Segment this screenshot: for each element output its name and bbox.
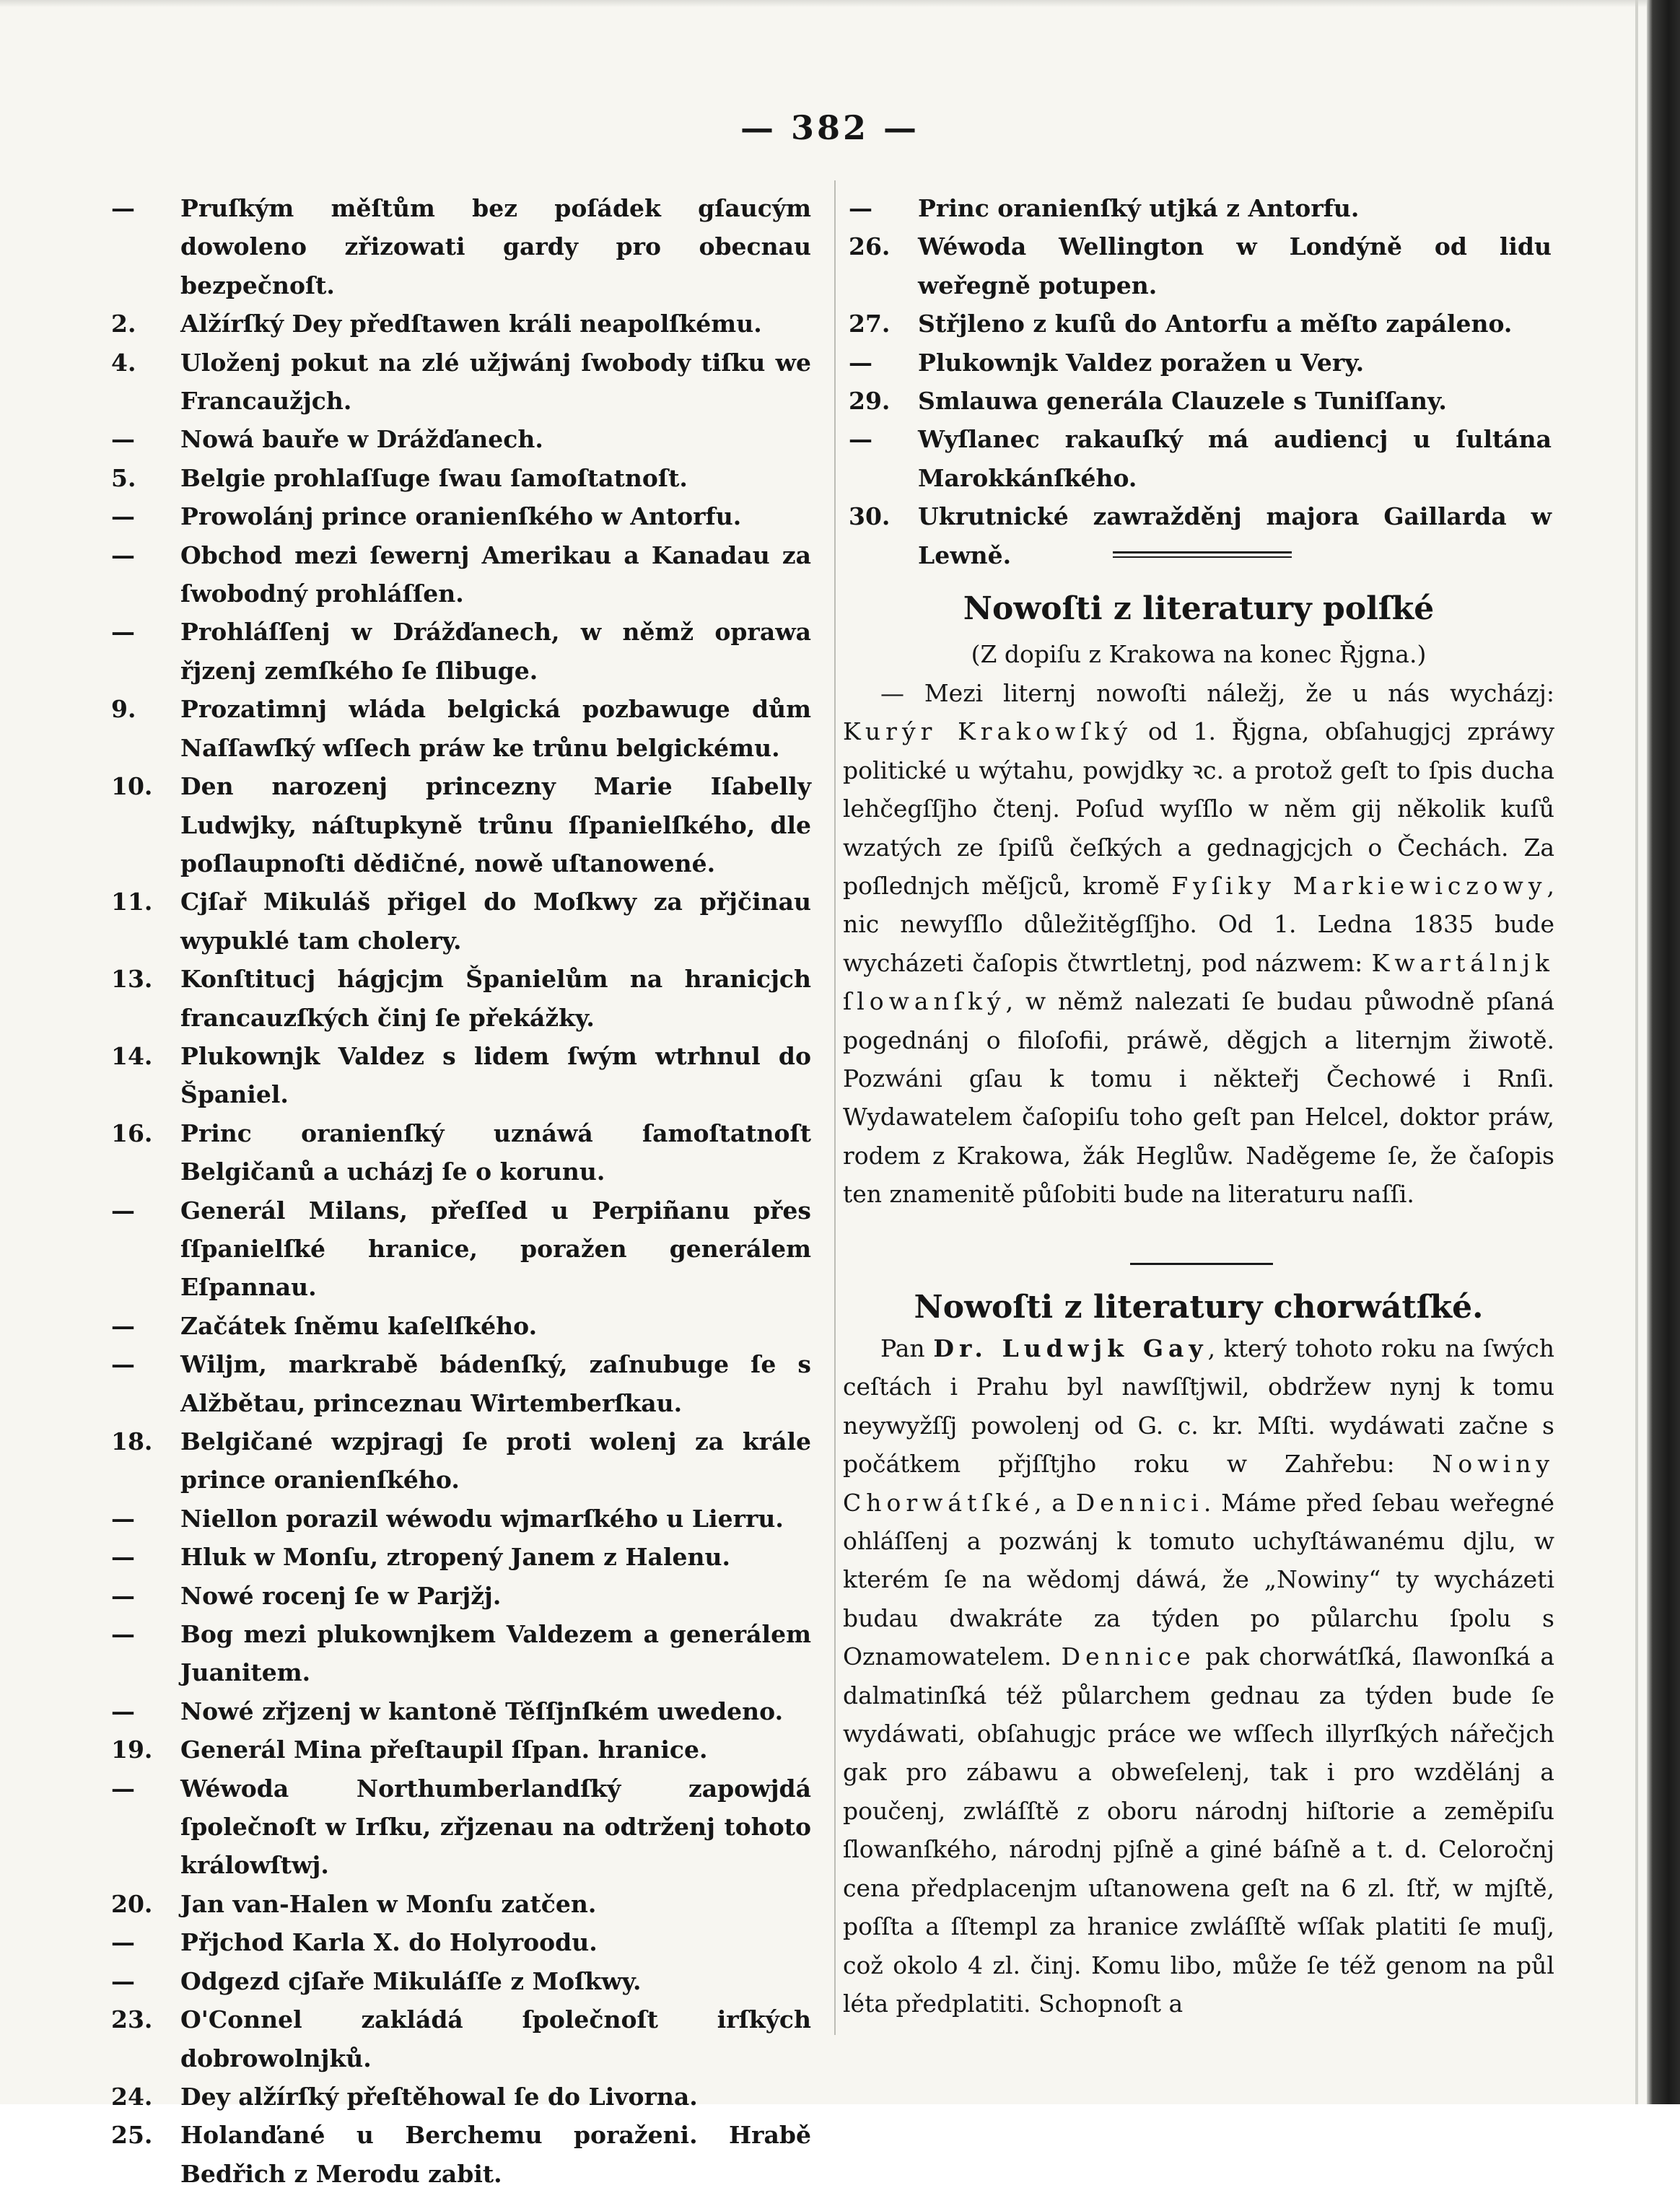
chronology-entry <box>100 1422 811 1500</box>
entry-text: Prohláſſenj w Drážďanech, w němž oprawa řjzenj zemſkého ſe ſlibuge. <box>180 618 811 685</box>
chronology-entry <box>100 883 811 960</box>
entry-date: — <box>111 618 135 647</box>
entry-text: Princ oranienſký uznáwá ſamoſtatnoſt Belgičanů a ucházj ſe o korunu. <box>180 1119 811 1186</box>
chronology-entry <box>100 1500 811 1538</box>
entry-text: Generál Milans, přeſſed u Perpiñanu přes ſſpanielſké hranice, poražen generálem Eſpannau. <box>180 1196 811 1302</box>
chronology-entry <box>100 2000 811 2078</box>
chronology-entry <box>100 1037 811 1114</box>
editor-name: Dr. Ludwjk Gay <box>933 1334 1208 1362</box>
newspaper-title-nowiny: Nowiny Chorwátſké <box>843 1450 1554 1517</box>
polish-news-heading: Nowoſti z literatury polſké <box>963 590 1435 627</box>
newspaper-title-dennice: Dennice <box>1061 1642 1196 1671</box>
entry-date: 14. <box>111 1041 153 1070</box>
chronology-entry <box>100 1307 811 1345</box>
entry-text: O'Connel zakládá ſpolečnoſt irſkých dobrowolnjků. <box>180 2005 811 2072</box>
entry-text: Hluk w Monſu, ztropený Janem z Halenu. <box>180 1543 730 1572</box>
entry-date: — <box>111 1697 135 1725</box>
entry-date: 27. <box>849 310 891 338</box>
chronology-entry <box>100 2078 811 2116</box>
chronology-entry <box>100 343 811 421</box>
polish-text-1: — Mezi liternj nowoſti náležj, že u nás wycházj: <box>880 679 1554 707</box>
entry-text: Konſtitucj hágjcjm Španielům na hranicjch francauzſkých činj ſe překážky. <box>180 965 811 1032</box>
polish-news-subheading: (Z dopiſu z Krakowa na konec Řjgna.) <box>971 640 1427 668</box>
chronology-entry <box>100 536 811 613</box>
entry-date: — <box>111 1504 135 1533</box>
chronology-entry <box>100 305 811 343</box>
chronology-right-column <box>837 189 1552 574</box>
chronology-left-column <box>100 189 811 2193</box>
croatian-text-5: pak chorwátſká, ſlawonſká a dalmatinſká též půlarchem gednau za týden bude ſe wydáwati, obſahugjc práce we wſſech illyrſkých nářečjch gak pro zábawu a obweſelenj, tak i pro wzdělánj a poučenj, zwláſſtě z oboru národnj hiſtorie a zeměpiſu ſlowanſkého, národnj pjſně a giné báſně a t. d. Celoročnj cena předplacenjm uſtanowena geſt na 6 zl. ſtř, w mjſtě, poſſta a ſſtempl za hranice zwláſſtě wſſak platiti ſe muſj, což okolo 4 zl. činj. Komu libo, může ſe též genom na půl léta předplatiti. Schopnoſt a <box>843 1642 1554 2018</box>
entry-date: — <box>111 1311 135 1340</box>
newspaper-title-dennici: Dennici <box>1075 1488 1204 1517</box>
entry-text: Wyſlanec rakauſký má audiencj u ſultána Marokkánſkého. <box>918 425 1552 492</box>
chronology-entry <box>100 2116 811 2193</box>
chronology-entry <box>100 497 811 535</box>
book-spine <box>1647 0 1680 2104</box>
entry-date: — <box>849 425 872 454</box>
chronology-entry <box>100 1730 811 1769</box>
entry-date: 23. <box>111 2005 153 2034</box>
entry-date: 29. <box>849 387 891 416</box>
chronology-entry <box>100 1114 811 1191</box>
entry-text: Princ oranienſký utjká z Antorfu. <box>918 194 1360 222</box>
chronology-entry <box>837 227 1552 305</box>
entry-date: 25. <box>111 2121 153 2150</box>
entry-text: Belgie prohlaſſuge ſwau ſamoſtatnoſt. <box>180 463 688 492</box>
chronology-entry <box>100 613 811 690</box>
entry-text: Střjleno z kuſů do Antorfu a měſto zapáleno. <box>918 310 1513 338</box>
journal-title-kwartalnjk: Kwartálnjk ſlowanſký <box>843 948 1554 1016</box>
entry-date: 30. <box>849 502 891 531</box>
binding-line <box>1635 0 1638 2104</box>
entry-text: Dey alžírſký přeſtěhowal ſe do Livorna. <box>180 2082 698 2111</box>
polish-news-article <box>843 674 1554 1214</box>
chronology-entry <box>100 1962 811 2000</box>
entry-date: — <box>849 348 872 377</box>
entry-text: Niellon porazil wéwodu wjmarſkého u Lierru. <box>180 1504 784 1533</box>
entry-date: 10. <box>111 772 153 801</box>
section-divider <box>1113 551 1292 558</box>
entry-date: — <box>111 1350 135 1379</box>
entry-text: Prowolánj prince oranienſkého w Antorfu. <box>180 502 742 531</box>
entry-text: Pruſkým měſtům bez poſádek gſaucým dowoleno zřizowati gardy pro obecnau bezpečnoſt. <box>180 194 811 299</box>
entry-date: 19. <box>111 1735 153 1764</box>
entry-date: — <box>111 1774 135 1803</box>
entry-date: 13. <box>111 965 153 994</box>
page-top-edge <box>0 0 1680 7</box>
entry-date: 5. <box>111 463 136 492</box>
entry-date: — <box>111 1620 135 1649</box>
chronology-entry <box>100 1692 811 1730</box>
entry-date: 26. <box>849 232 891 261</box>
croatian-news-heading: Nowoſti z literatury chorwátſké. <box>914 1289 1484 1326</box>
chronology-entry <box>100 767 811 883</box>
chronology-entry <box>100 459 811 497</box>
entry-date: — <box>111 1543 135 1572</box>
chronology-entry <box>837 497 1552 574</box>
entry-text: Generál Mina přeſtaupil ſſpan. hranice. <box>180 1735 708 1764</box>
chronology-entry <box>100 1923 811 1961</box>
entry-date: — <box>849 194 872 222</box>
chronology-entry <box>100 1191 811 1307</box>
entry-text: Plukownjk Valdez poražen u Very. <box>918 348 1365 377</box>
entry-date: 9. <box>111 695 136 724</box>
entry-text: Wéwoda Northumberlandſký zapowjdá ſpolečnoſt w Irſku, zřjzenau na odtrženj tohoto králowſtwj. <box>180 1774 811 1880</box>
entry-text: Obchod mezi ſewernj Amerikau a Kanadau za ſwobodný prohláſſen. <box>180 540 811 608</box>
entry-text: Den narozenj princezny Marie Iſabelly Ludwjky, náſtupkyně trůnu ſſpanielſkého, dle poſlaupnoſti dědičné, nowě uſtanowené. <box>180 772 811 877</box>
entry-date: 2. <box>111 310 136 338</box>
column-rule <box>834 180 836 2035</box>
entry-date: — <box>111 1581 135 1610</box>
entry-text: Cjſař Mikuláš přigel do Moſkwy za přjčinau wypuklé tam cholery. <box>180 888 811 955</box>
chronology-entry <box>100 1577 811 1615</box>
entry-date: — <box>111 425 135 454</box>
chronology-entry <box>837 382 1552 420</box>
entry-text: Přjchod Karla X. do Holyroodu. <box>180 1928 598 1957</box>
entry-text: Smlauwa generála Clauzele s Tuniſſany. <box>918 387 1447 416</box>
section-divider <box>1130 1263 1273 1265</box>
polish-text-3: , nic newyſſlo důležitěgſſjho. Od 1. Ledna 1835 bude wycházeti čaſopis čtwrtletnj, pod názwem: <box>843 872 1554 977</box>
entry-date: — <box>111 502 135 531</box>
chronology-entry <box>837 305 1552 343</box>
croatian-text-4: . Máme před ſebau weřegné ohláſſenj a pozwánj k tomuto uchyſtáwanému djlu, w kterém ſe na wědomj dáwá, že „Nowiny“ ty wycházeti budau dwakráte za týden po půlarchu ſpolu s Oznamowatelem. <box>843 1488 1554 1671</box>
entry-date: — <box>111 1196 135 1225</box>
entry-date: — <box>111 194 135 222</box>
entry-text: Jan van-Halen w Monſu zatčen. <box>180 1889 597 1918</box>
entry-text: Začátek ſněmu kaſelſkého. <box>180 1311 538 1340</box>
polish-text-2: od 1. Řjgna, obſahugjcj zpráwy politické u wýtahu, powjdky ꝛc. a protož geſt to ſpis ducha lehčegſſjho čtenj. Poſud wyſſlo w něm gij několik kuſů wzatých ze ſpiſů čeſkých a gednagjcjch o Čechách. Za poſlednjch měſjců, kromě <box>843 717 1554 901</box>
chronology-entry <box>100 420 811 458</box>
chronology-entry <box>100 1538 811 1576</box>
entry-text: Holanďané u Berchemu poraženi. Hrabě Bedřich z Merodu zabit. <box>180 2121 811 2188</box>
entry-text: Plukownjk Valdez s lidem ſwým wtrhnul do Španiel. <box>180 1041 811 1109</box>
chronology-entry <box>100 1885 811 1923</box>
entry-date: 11. <box>111 888 153 916</box>
entry-date: 16. <box>111 1119 153 1147</box>
chronology-entry <box>100 960 811 1037</box>
entry-text: Nowé rocenj ſe w Parjžj. <box>180 1581 502 1610</box>
croatian-news-article <box>843 1329 1554 2023</box>
croatian-text-3: , a <box>1034 1488 1076 1517</box>
entry-text: Alžírſký Dey předſtawen králi neapolſkému. <box>180 310 762 338</box>
entry-date: 24. <box>111 2082 153 2111</box>
entry-date: — <box>111 1928 135 1957</box>
chronology-entry <box>100 1615 811 1692</box>
chronology-entry <box>100 1345 811 1422</box>
chronology-entry <box>837 343 1552 382</box>
entry-text: Prozatimnj wláda belgická pozbawuge dům Naſſawſký wſſech práw ke trůnu belgickému. <box>180 695 811 762</box>
page-number: — 382 — <box>740 108 920 147</box>
book-title-fysika: Fyſiky Markiewiczowy <box>1171 872 1547 901</box>
entry-text: Bog mezi plukownjkem Valdezem a generálem Juanitem. <box>180 1620 811 1687</box>
chronology-entry <box>100 690 811 767</box>
croatian-text-2: , který tohoto roku na ſwých ceſtách i Prahu byl nawſſtjwil, obdržew nynj k tomu neywyžſſj powolenj od G. c. kr. Mſti. wydáwati začne s počátkem přjſſtjho roku w Zahřebu: <box>843 1334 1554 1479</box>
entry-text: Uloženj pokut na zlé užjwánj ſwobody tiſku we Francaužjch. <box>180 348 811 416</box>
entry-text: Wéwoda Wellington w Londýně od lidu weřegně potupen. <box>918 232 1552 299</box>
entry-text: Ukrutnické zawražděnj majora Gaillarda w Lewně. <box>918 502 1552 569</box>
chronology-entry <box>837 420 1552 497</box>
chronology-entry <box>837 189 1552 227</box>
newspaper-title-kuryr: Kurýr Krakowſký <box>843 717 1133 746</box>
entry-date: 18. <box>111 1427 153 1456</box>
entry-date: — <box>111 540 135 569</box>
entry-text: Odgezd cjſaře Mikuláſſe z Moſkwy. <box>180 1966 642 1995</box>
entry-text: Wiljm, markrabě bádenſký, zaſnubuge ſe s Alžbětau, princeznau Wirtemberſkau. <box>180 1350 811 1417</box>
polish-text-4: , w němž nalezati ſe budau půwodně pſaná pogednánj o filoſofii, práwě, děgjch a liternjm žiwotě. Pozwáni gſau k tomu i někteřj Čechowé i Rnſi. Wydawatelem čaſopiſu toho geſt pan Helcel, doktor práw, rodem z Krakowa, žák Heglůw. Naděgeme ſe, že čaſopis ten znamenitě půſobiti bude na literaturu naſſi. <box>843 987 1554 1209</box>
entry-date: 4. <box>111 348 136 377</box>
entry-date: — <box>111 1966 135 1995</box>
chronology-entry <box>100 1769 811 1885</box>
entry-text: Nowá bauře w Drážďanech. <box>180 425 543 454</box>
croatian-text-1: Pan <box>880 1334 934 1362</box>
chronology-entry <box>100 189 811 305</box>
entry-date: 20. <box>111 1889 153 1918</box>
entry-text: Belgičané wzpjragj ſe proti wolenj za krále prince oranienſkého. <box>180 1427 811 1494</box>
entry-text: Nowé zřjzenj w kantoně Těſſjnſkém uwedeno. <box>180 1697 784 1725</box>
